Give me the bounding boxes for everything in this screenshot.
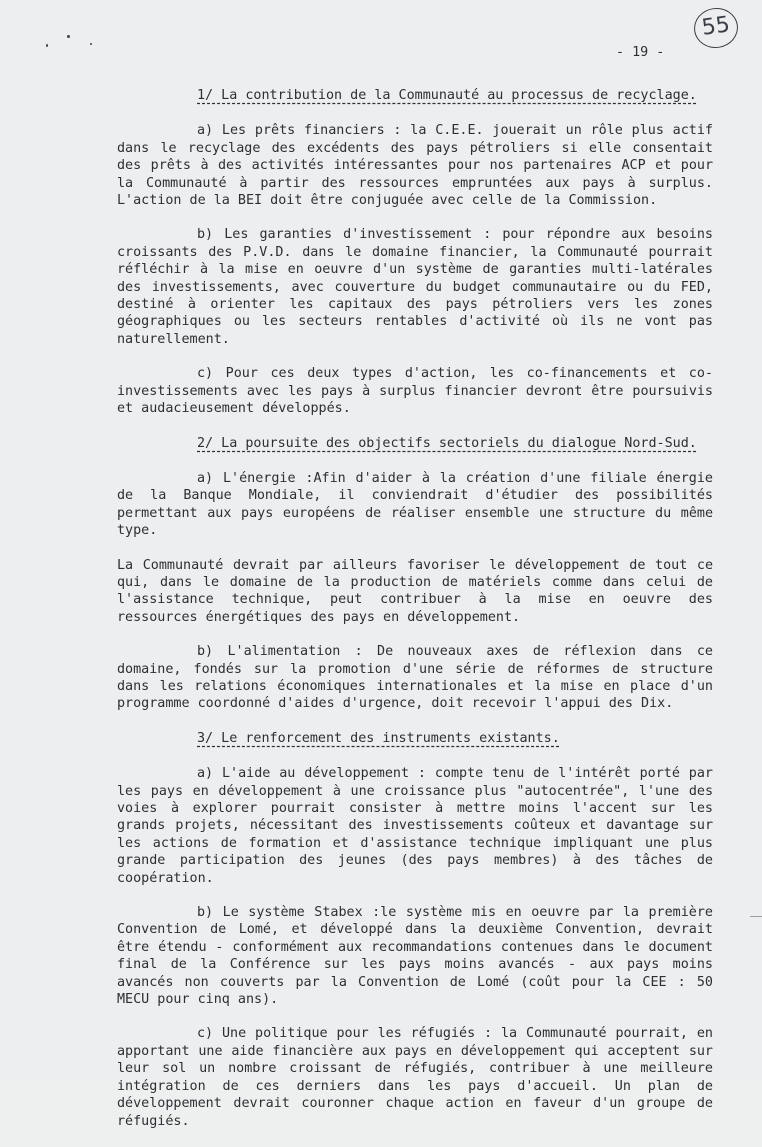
section-heading: 2/ La poursuite des objectifs sectoriels du dialogue Nord-Sud. xyxy=(197,435,697,451)
paragraph: a) L'aide au développement : compte tenu de l'intérêt porté par les pays en développement à une croissance plus "autocentrée", l'une des voies à explorer pourrait consister à mettre moins l'accent sur les grands projets, nécessitant des investissements coûteux et davantage sur les actions de formation et d'assistance technique impliquant une plus grande participation des jeunes (des pays membres) à des tâches de coopération. xyxy=(117,766,713,886)
section-2 xyxy=(117,435,713,713)
section-1 xyxy=(117,87,713,418)
scan-speck xyxy=(67,35,70,38)
paragraph: b) L'alimentation : De nouveaux axes de réflexion dans ce domaine, fondés sur la promotion d'une série de réformes de structure dans les relations économiques internationales et la mise en place d'un programme coordonné d'aides d'urgence, doit recevoir l'appui des Dix. xyxy=(117,644,713,712)
paragraph: a) L'énergie :Afin d'aider à la création d'une filiale énergie de la Banque Mondiale, il conviendrait d'étudier des possibilités permettant aux pays européens de réaliser ensemble une structure du même type. xyxy=(117,470,713,539)
handwritten-page-stamp: 55 xyxy=(691,5,740,51)
paragraph: b) Le système Stabex :le système mis en oeuvre par la première Convention de Lomé, et développé dans la deuxième Convention, devrait être étendu - conformément aux recommandations contenues dans le document final de la Conférence sur les pays moins avancés - aux pays moins avancés non couverts par la Convention de Lomé (coût pour la CEE : 50 MECU pour cinq ans). xyxy=(117,905,713,1008)
paragraph: La Communauté devrait par ailleurs favoriser le développement de tout ce qui, dans le domaine de la production de matériels comme dans celui de l'assistance technique, peut contribuer à la mise en oeuvre des ressources énergétiques des pays en développement. xyxy=(117,557,713,625)
section-3 xyxy=(117,730,713,1130)
section-heading: 1/ La contribution de la Communauté au processus de recyclage. xyxy=(197,88,697,103)
section-heading: 3/ Le renforcement des instruments existants. xyxy=(197,730,560,746)
scan-speck xyxy=(46,44,48,47)
page-number: - 19 - xyxy=(616,45,665,60)
paragraph: c) Une politique pour les réfugiés : la Communauté pourrait, en apportant une aide financière aux pays en développement qui acceptent sur leur sol un nombre croissant de réfugiés, contribuer à une meilleure intégration de ces derniers dans les pays d'accueil. Un plan de développement devrait couronner chaque action en faveur d'un groupe de réfugiés. xyxy=(117,1026,713,1129)
paragraph: c) Pour ces deux types d'action, les co-financements et co-investissements avec les pays à surplus financier devront être poursuivis et audacieusement développés. xyxy=(117,366,713,417)
document-body xyxy=(117,87,713,1147)
scan-edge-mark xyxy=(750,916,762,917)
scan-speck xyxy=(90,43,92,45)
paragraph: b) Les garanties d'investissement : pour répondre aux besoins croissants des P.V.D. dans le domaine financier, la Communauté pourrait réfléchir à la mise en oeuvre d'un système de garanties multi-latérales des investissements, avec couverture du budget communautaire ou du FED, destiné à orienter les capitaux des pays pétroliers vers les zones géographiques ou les secteurs rentables d'activité où ils ne vont pas naturellement. xyxy=(117,227,713,347)
paragraph: a) Les prêts financiers : la C.E.E. jouerait un rôle plus actif dans le recyclage des excédents des pays pétroliers si elle consentait des prêts à des activités intéressantes pour nos partenaires ACP et pour la Communauté à partir des ressources empruntées aux pays à surplus. L'action de la BEI doit être conjuguée avec celle de la Commission. xyxy=(117,123,713,209)
